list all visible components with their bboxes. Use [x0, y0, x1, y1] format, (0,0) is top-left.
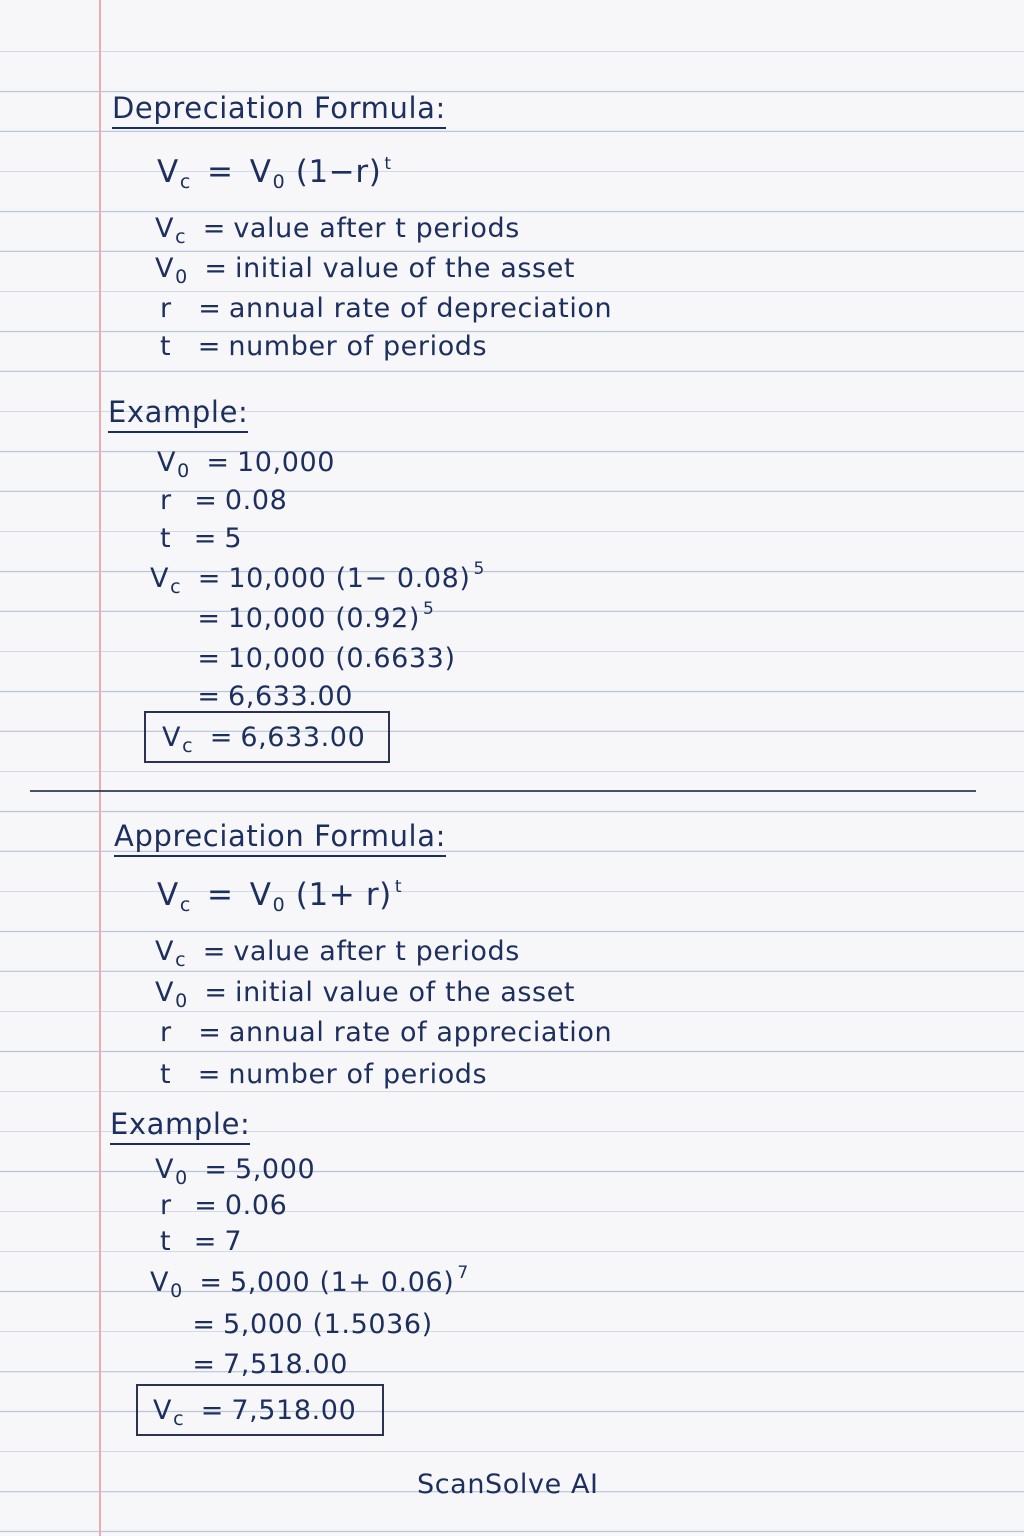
definition-row: t = number of periods — [160, 331, 488, 362]
depreciation-answer: $V_c = 6,633.00$ — [162, 722, 366, 757]
definition-row: $V_c$ = value after t periods — [155, 936, 520, 971]
definition-row: r = annual rate of depreciation — [160, 293, 613, 324]
calculation-step: = 10,000 (0.92) $^5$ — [197, 599, 435, 634]
calculation-step: = 5,000 (1.5036) — [192, 1309, 433, 1340]
given-row: t = 7 — [160, 1226, 243, 1257]
scansolve-watermark: ScanSolve AI — [417, 1469, 599, 1500]
given-row: r = 0.08 — [160, 485, 288, 516]
given-row: r = 0.06 — [160, 1190, 288, 1221]
definition-row: r = annual rate of appreciation — [160, 1017, 613, 1048]
calculation-step: = 7,518.00 — [192, 1349, 349, 1380]
depreciation-heading: Depreciation Formula: — [112, 94, 446, 129]
appreciation-example-heading: Example: — [110, 1110, 250, 1145]
given-row: $V_0 = 10,000$ — [157, 447, 336, 482]
calculation-step: $V_0 = 5,000$ (1+ 0.06) $^7$ — [150, 1263, 469, 1302]
depreciation-example-heading: Example: — [108, 398, 248, 433]
given-row: t = 5 — [160, 523, 243, 554]
definition-row: $V_0$ = initial value of the asset — [155, 977, 576, 1012]
depreciation-formula: Vc = V0 (1−r) $^t$ — [157, 154, 392, 193]
appreciation-answer: $V_c = 7,518.00$ — [153, 1395, 357, 1430]
definition-row: t = number of periods — [160, 1059, 488, 1090]
section-divider — [30, 790, 976, 792]
given-row: $V_0 = 5,000$ — [155, 1154, 316, 1189]
notebook-margin-line — [99, 0, 101, 1536]
appreciation-formula: Vc = V0 (1+ r) $^t$ — [157, 877, 403, 916]
calculation-step: = 6,633.00 — [197, 681, 354, 712]
calculation-step: $V_c = 10,000$ (1− 0.08) $^5$ — [150, 559, 485, 598]
appreciation-heading: Appreciation Formula: — [114, 822, 446, 857]
definition-row: $V_c$ = value after t periods — [155, 213, 520, 248]
definition-row: $V_0$ = initial value of the asset — [155, 253, 576, 288]
calculation-step: = 10,000 (0.6633) — [197, 643, 456, 674]
